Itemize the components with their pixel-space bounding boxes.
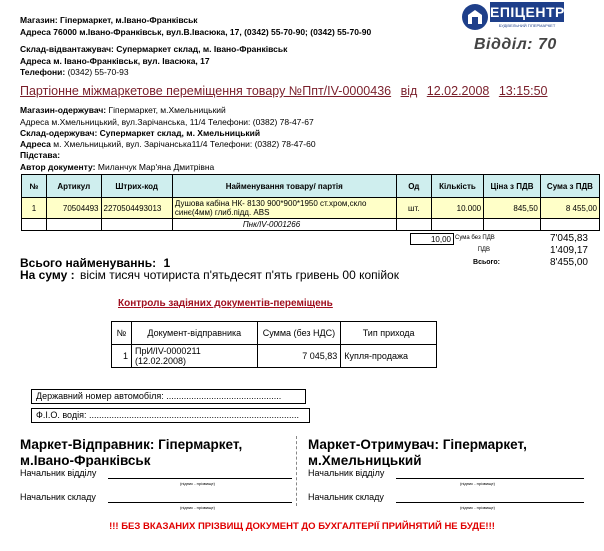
row-article: 70504493	[46, 198, 101, 219]
sender-market-title: Маркет-Відправник: Гіпермаркет, м.Івано-Франківськ	[20, 437, 243, 467]
row-sum: 8 455,00	[540, 198, 599, 219]
receiver-warehouse-head-label: Начальник складу	[308, 492, 384, 502]
row-price: 845,50	[484, 198, 541, 219]
receiver-dept-head-label: Начальник відділу	[308, 468, 385, 478]
basis-label: Підстава:	[20, 150, 61, 160]
department-label: Відділ: 70	[474, 36, 557, 53]
row-quantity: 10.000	[431, 198, 483, 219]
vat-value: 1'409,17	[549, 245, 588, 256]
without-vat-value: 7'045,83	[549, 233, 588, 244]
receiver-warehouse-head-line	[396, 502, 584, 503]
col-barcode: Штрих-код	[101, 175, 172, 198]
row-batch: Пнк/IV-0001266	[172, 219, 396, 231]
col-number: №	[22, 175, 47, 198]
col-price: Ціна з ПДВ	[484, 175, 541, 198]
vat-label: ПДВ	[477, 247, 490, 253]
sender-warehouse-head-caption: (підпис - прізвище)	[180, 505, 215, 510]
control-documents-table	[111, 321, 437, 368]
control-col-document: Документ-відправника	[131, 322, 257, 345]
sender-shop: Магазин: Гіпермаркет, м.Івано-Франківськ	[20, 15, 198, 25]
sender-address: Адреса 76000 м.Івано-Франківськ, вул.В.Івасюка, 17, (0342) 55-70-90; (0342) 55-70-90	[20, 27, 372, 37]
total-label: Всього:	[473, 259, 500, 266]
logo-mark	[461, 3, 489, 31]
control-col-type: Тип прихода	[341, 322, 437, 345]
receiver-dept-head-line	[396, 478, 584, 479]
receiver-warehouse-head-caption: (підпис - прізвище)	[460, 505, 495, 510]
total-value: 8'455,00	[549, 257, 588, 268]
row-unit: шт.	[396, 198, 431, 219]
receiver-dept-head-caption: (підпис - прізвище)	[460, 481, 495, 486]
col-sum: Сума з ПДВ	[540, 175, 599, 198]
sum-in-words: На суму : вісім тисяч чотириста п'ятьдесят п'ять гривень 00 копійок	[20, 268, 399, 282]
control-row-number: 1	[112, 345, 132, 368]
receiver-market-title: Маркет-Отримувач: Гіпермаркет, м.Хмельницький	[308, 437, 527, 467]
col-unit: Од	[396, 175, 431, 198]
control-title: Контроль задіяних документів-переміщень	[118, 298, 333, 309]
sender-warehouse: Склад-відвантажувач: Супермаркет склад, м. Івано-Франківськ	[20, 44, 288, 54]
control-col-number: №	[112, 322, 132, 345]
driver-name-field: Ф.І.О. водія: ....................................................................................	[31, 408, 310, 423]
quantity-total: 10,00	[410, 233, 454, 245]
receiver-shop: Магазин-одержувач: Гіпермаркет, м.Хмельницький	[20, 105, 226, 115]
control-row-type: Купля-продажа	[341, 345, 437, 368]
col-article: Артикул	[46, 175, 101, 198]
sender-warehouse-head-label: Начальник складу	[20, 492, 96, 502]
logo-text: ЕПІЦЕНТР	[490, 4, 565, 20]
document-title: Партіонне міжмаркетове переміщення товару №Ппт/IV-0000436 від 12.02.2008 13:15:50	[20, 84, 548, 98]
control-row-document: ПрИ/IV-0000211 (12.02.2008)	[131, 345, 257, 368]
table-row	[22, 198, 600, 219]
row-barcode: 2270504493013	[101, 198, 172, 219]
accounting-warning: !!! БЕЗ ВКАЗАНИХ ПРІЗВИЩ ДОКУМЕНТ ДО БУХГАЛТЕРІЇ ПРИЙНЯТИЙ НЕ БУДЕ!!!	[109, 521, 495, 532]
control-row-sum: 7 045,83	[257, 345, 341, 368]
document-author: Автор документу: Миланчук Мар'яна Дмитрівна	[20, 162, 215, 172]
vehicle-plate-field: Державний номер автомобіля: ..............................................	[31, 389, 306, 404]
logo-subtitle: БУДІВЕЛЬНИЙ ГІПЕРМАРКЕТ	[498, 23, 556, 28]
row-number: 1	[22, 198, 47, 219]
receiver-shop-address: Адреса м.Хмельницький, вул.Зарічанська, 11/4 Телефони: (0382) 78-47-67	[20, 117, 314, 127]
table-row	[112, 345, 437, 368]
sender-dept-head-label: Начальник відділу	[20, 468, 97, 478]
signature-divider	[296, 436, 297, 506]
row-product-name: Душова кабіна НК- 8130 900*900*1950 ст.хром,скло синє(4мм) глиб.пiдд. ABS	[172, 198, 396, 219]
col-quantity: Кількість	[431, 175, 483, 198]
sender-dept-head-line	[108, 478, 292, 479]
receiver-warehouse: Склад-одержувач: Супермаркет склад, м. Хмельницький	[20, 128, 261, 138]
without-vat-label: Сума без ПДВ	[455, 235, 495, 241]
receiver-warehouse-address: Адреса м. Хмельницький, вул. Зарічанська11/4 Телефони: (0382) 78-47-60	[20, 139, 316, 149]
col-name: Найменування товару/ партія	[172, 175, 396, 198]
control-col-sum: Сумма (без НДС)	[257, 322, 341, 345]
sender-dept-head-caption: (підпис - прізвище)	[180, 481, 215, 486]
table-row-batch	[22, 219, 600, 231]
items-table	[21, 174, 600, 231]
items-table-header	[22, 175, 600, 198]
sender-warehouse-address: Адреса м. Івано-Франківськ, вул. Івасюка, 17	[20, 56, 210, 66]
sender-phones: Телефони: (0342) 55-70-93	[20, 67, 129, 77]
items-count: Всього найменуваннь: 1	[20, 256, 171, 270]
sender-warehouse-head-line	[108, 502, 292, 503]
